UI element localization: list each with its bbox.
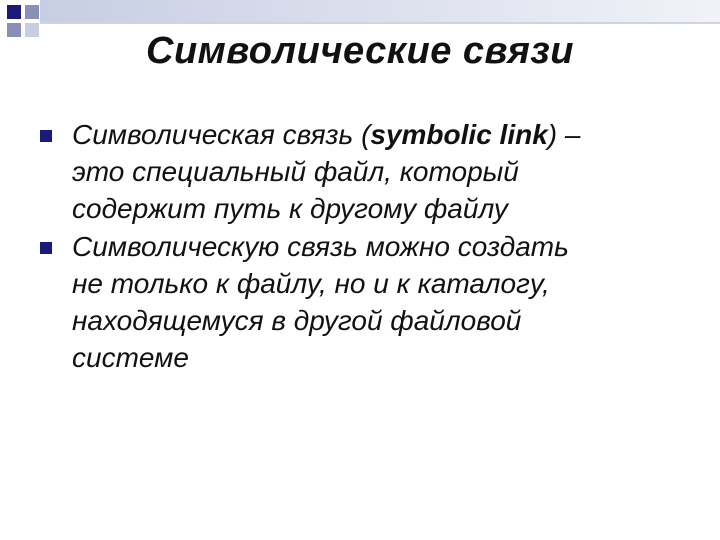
deco-square bbox=[7, 5, 21, 19]
bullet-square-icon bbox=[40, 130, 52, 142]
bullet-line: не только к файлу, но и к каталогу, bbox=[72, 268, 550, 299]
deco-square bbox=[7, 23, 21, 37]
bullet-square-icon bbox=[40, 242, 52, 254]
bullet-text: ) – bbox=[547, 119, 581, 150]
slide-title: Символические связи bbox=[146, 30, 574, 72]
bullet-list bbox=[40, 116, 680, 376]
bullet-line: это специальный файл, который bbox=[72, 156, 519, 187]
bullet-item bbox=[40, 116, 680, 227]
bullet-line: содержит путь к другому файлу bbox=[72, 193, 508, 224]
header-stripe-shadow bbox=[40, 22, 720, 24]
bullet-term: symbolic link bbox=[370, 119, 548, 150]
bullet-line: Символическую связь можно создать bbox=[72, 231, 569, 262]
bullet-line: системе bbox=[72, 342, 189, 373]
deco-square bbox=[25, 5, 39, 19]
deco-square bbox=[25, 23, 39, 37]
bullet-line: находящемуся в другой файловой bbox=[72, 305, 522, 336]
header-stripe bbox=[40, 0, 720, 22]
bullet-line bbox=[72, 116, 680, 153]
bullet-text: Символическая связь ( bbox=[72, 119, 371, 150]
bullet-item bbox=[40, 228, 680, 376]
